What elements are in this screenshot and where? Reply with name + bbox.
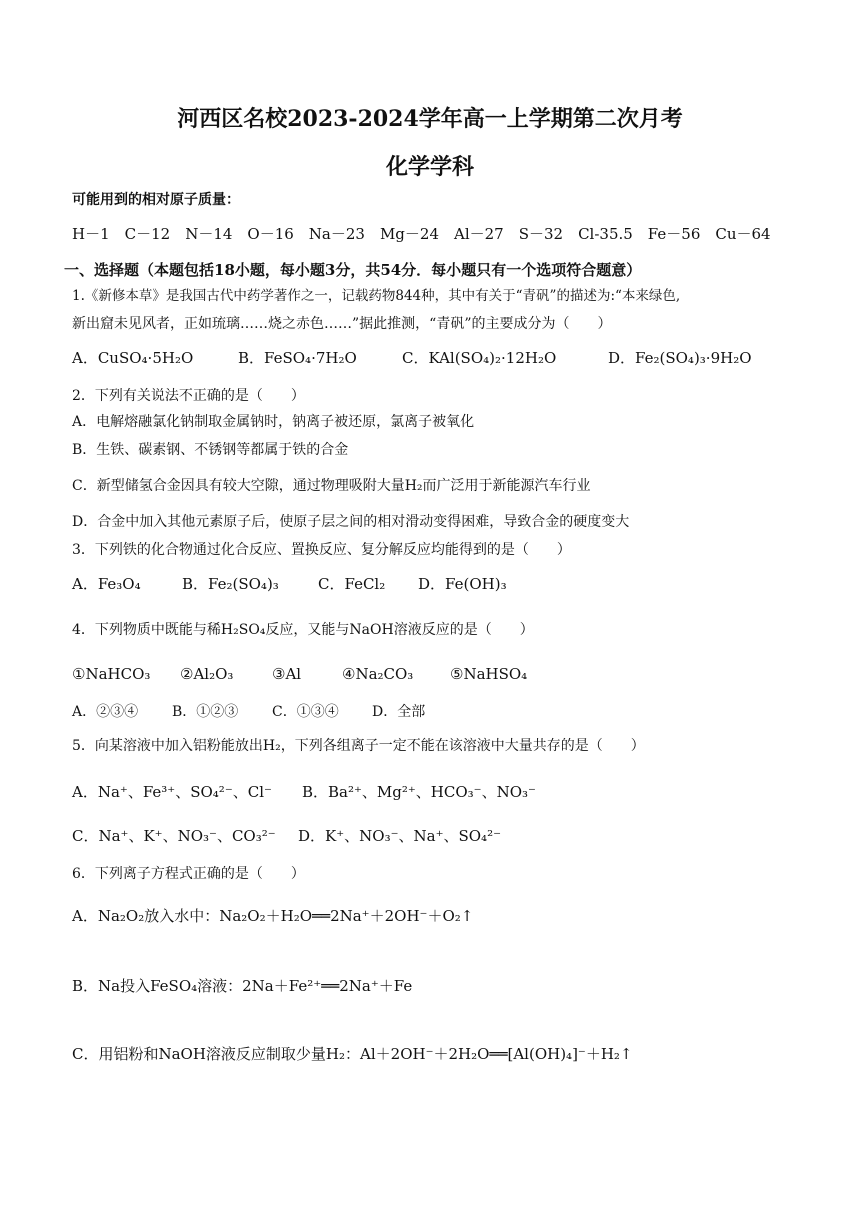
- q4-option-b: B．①②③: [172, 704, 239, 720]
- q4-option-d: D．全部: [372, 704, 426, 720]
- q1-option-d: D．Fe₂(SO₄)₃·9H₂O: [608, 349, 752, 367]
- q5-option-d: D．K⁺、NO₃⁻、Na⁺、SO₄²⁻: [298, 827, 502, 845]
- q4-stem: 4．下列物质中既能与稀H₂SO₄反应，又能与NaOH溶液反应的是（ ）: [72, 622, 534, 638]
- q5-option-b: B．Ba²⁺、Mg²⁺、HCO₃⁻、NO₃⁻: [302, 783, 536, 801]
- q1-options: [72, 348, 752, 368]
- q3-option-b: B．Fe₂(SO₄)₃: [182, 575, 279, 593]
- subject-title: 化学学科: [385, 154, 474, 180]
- q3-option-c: C．FeCl₂: [318, 575, 386, 593]
- q3-stem: 3．下列铁的化合物通过化合反应、置换反应、复分解反应均能得到的是（ ）: [72, 542, 571, 558]
- q6-option-c: C．用铝粉和NaOH溶液反应制取少量H₂：Al＋2OH⁻＋2H₂O══[Al(OH)₄]⁻＋H₂↑: [72, 1045, 633, 1063]
- q1-stem-line2: 新出窟未见风者，正如琉璃……烧之赤色……”据此推测，“青矾”的主要成分为（ ）: [72, 316, 612, 332]
- q4-option-c: C．①③④: [272, 704, 339, 720]
- q1-option-a: A．CuSO₄·5H₂O: [72, 349, 194, 367]
- q2-option-c: C．新型储氢合金因具有较大空隙，通过物理吸附大量H₂而广泛用于新能源汽车行业: [72, 478, 591, 494]
- q3-option-d: D．Fe(OH)₃: [418, 575, 507, 593]
- atomic-mass-values: H－1 C－12 N－14 O－16 Na－23 Mg－24 Al－27 S－32 Cl-35.5 Fe－56 Cu－64: [72, 225, 771, 243]
- q1-stem-line1: 1.《新修本草》是我国古代中药学著作之一，记载药物844种，其中有关于“青矾”的描述为:“本来绿色,: [72, 288, 681, 304]
- exam-title: 河西区名校2023-2024学年高一上学期第二次月考: [177, 106, 683, 132]
- q4-item: ⑤NaHSO₄: [450, 665, 528, 683]
- q2-option-b: B．生铁、碳素钢、不锈钢等都属于铁的合金: [72, 442, 349, 458]
- q2-stem: 2．下列有关说法不正确的是（ ）: [72, 388, 305, 404]
- q6-option-a: A．Na₂O₂放入水中：Na₂O₂＋H₂O══2Na⁺＋2OH⁻＋O₂↑: [72, 907, 474, 925]
- q3-options: [72, 574, 507, 594]
- q4-item: ③Al: [272, 665, 302, 683]
- q4-item: ②Al₂O₃: [180, 665, 234, 683]
- q2-option-a: A．电解熔融氯化钠制取金属钠时，钠离子被还原，氯离子被氧化: [72, 414, 475, 430]
- q5-options-row2: [72, 826, 501, 846]
- q3-option-a: A．Fe₃O₄: [72, 575, 141, 593]
- q6-option-b: B．Na投入FeSO₄溶液：2Na＋Fe²⁺══2Na⁺＋Fe: [72, 977, 413, 995]
- q6-stem: 6．下列离子方程式正确的是（ ）: [72, 866, 305, 882]
- q4-item: ①NaHCO₃: [72, 665, 151, 683]
- q5-options-row1: [72, 782, 536, 802]
- q2-option-d: D．合金中加入其他元素原子后，使原子层之间的相对滑动变得困难，导致合金的硬度变大: [72, 514, 630, 530]
- q5-option-a: A．Na⁺、Fe³⁺、SO₄²⁻、Cl⁻: [72, 783, 272, 801]
- section-heading: 一、选择题（本题包括18小题，每小题3分，共54分．每小题只有一个选项符合题意）: [64, 261, 642, 279]
- q5-option-c: C．Na⁺、K⁺、NO₃⁻、CO₃²⁻: [72, 827, 276, 845]
- q1-option-b: B．FeSO₄·7H₂O: [238, 349, 357, 367]
- q4-item: ④Na₂CO₃: [342, 665, 414, 683]
- atomic-mass-heading: 可能用到的相对原子质量：: [72, 192, 240, 208]
- q5-stem: 5．向某溶液中加入铝粉能放出H₂，下列各组离子一定不能在该溶液中大量共存的是（ ）: [72, 738, 645, 754]
- q4-items: [72, 664, 527, 684]
- q4-option-a: A．②③④: [72, 704, 139, 720]
- q1-option-c: C．KAl(SO₄)₂·12H₂O: [402, 349, 557, 367]
- q4-options: [72, 702, 425, 722]
